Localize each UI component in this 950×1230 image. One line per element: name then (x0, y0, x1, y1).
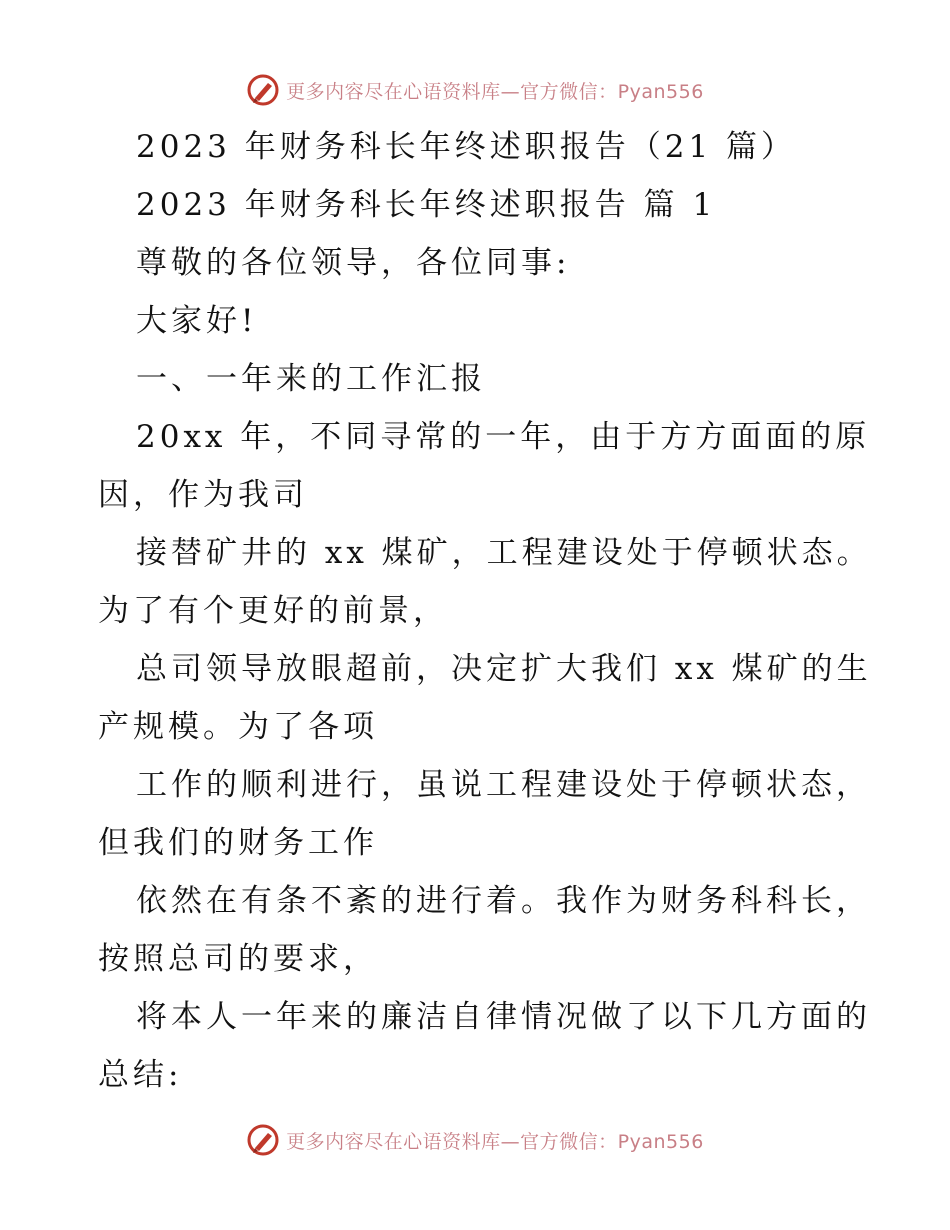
watermark-banner-top (0, 70, 950, 110)
paragraph-line: 总司领导放眼超前，决定扩大我们 xx 煤矿的生 (136, 651, 872, 687)
watermark-text: 更多内容尽在心语资料库—官方微信：Pyan556 (286, 1130, 704, 1153)
paragraph-line: 为了有个更好的前景， (98, 593, 448, 629)
pen-logo-icon (246, 73, 280, 107)
subheading: 一、一年来的工作汇报 (136, 361, 486, 397)
paragraph-line: 因，作为我司 (98, 477, 308, 513)
greeting: 大家好! (136, 303, 258, 339)
paragraph-line: 依然在有条不紊的进行着。我作为财务科科长， (136, 883, 871, 919)
document-body (98, 118, 878, 1104)
pen-logo-icon (246, 1123, 280, 1157)
watermark-text: 更多内容尽在心语资料库—官方微信：Pyan556 (286, 80, 704, 103)
document-title: 2023 年财务科长年终述职报告（21 篇） (136, 129, 797, 165)
paragraph-line: 将本人一年来的廉洁自律情况做了以下几方面的 (136, 999, 871, 1035)
watermark-banner-bottom (0, 1120, 950, 1160)
paragraph-line: 但我们的财务工作 (98, 825, 378, 861)
paragraph-line: 按照总司的要求， (98, 941, 378, 977)
paragraph-line: 工作的顺利进行，虽说工程建设处于停顿状态， (136, 767, 871, 803)
paragraph-line: 20xx 年，不同寻常的一年，由于方方面面的原 (136, 419, 871, 455)
paragraph-line: 接替矿井的 xx 煤矿，工程建设处于停顿状态。 (136, 535, 872, 571)
paragraph-line: 产规模。为了各项 (98, 709, 378, 745)
salutation: 尊敬的各位领导，各位同事: (136, 245, 571, 281)
section-title: 2023 年财务科长年终述职报告 篇 1 (136, 187, 717, 223)
paragraph-line: 总结: (98, 1057, 183, 1093)
